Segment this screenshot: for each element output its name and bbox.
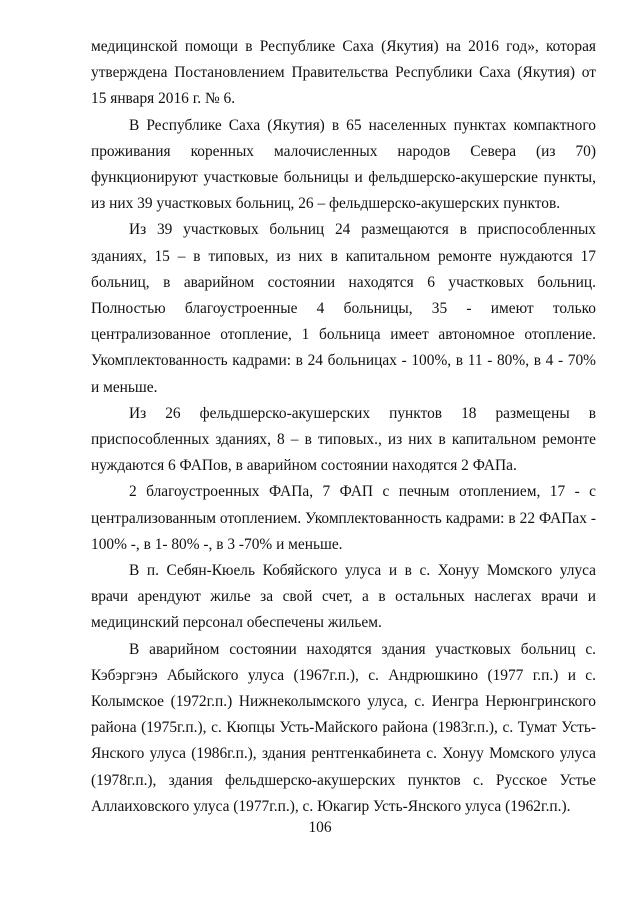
paragraph-heating-staffing: 2 благоустроенных ФАПа, 7 ФАП с печным отоплением, 17 - с централизованным отоплением. Укомплектованность кадрами: в 22 ФАПах - 100% -, в 1- 80% -, в 3 -70% и меньше.: [91, 483, 596, 553]
paragraph-feldsher-points: Из 26 фельдшерско-акушерских пунктов 18 размещены в приспособленных зданиях, 8 – в типовых., из них в капитальном ремонте нуждаются 6 ФАПов, в аварийном состоянии находятся 2 ФАПа.: [91, 404, 596, 475]
page-body: [91, 34, 596, 820]
page-number: 106: [308, 819, 332, 836]
paragraph-continuation: медицинской помощи в Республике Саха (Якутия) на 2016 год», которая утверждена Постановлением Правительства Республики Саха (Якутия) от 15 января 2016 г. № 6.: [91, 38, 596, 108]
paragraph-settlements: В Республике Саха (Якутия) в 65 населенных пунктах компактного проживания коренных малочисленных народов Севера (из 70) функционируют участковые больницы и фельдшерско-акушерские пункты, из них 39 участковых больниц, 26 – фельдшерско-акушерских пунктов.: [91, 116, 596, 213]
paragraph-emergency-buildings: В аварийном состоянии находятся здания участковых больниц с. Кэбэргэнэ Абыйского улуса (1967г.п.), с. Андрюшкино (1977 г.п.) и с. Колымское (1972г.п.) Нижнеколымского улуса, с. Иенгра Нерюнгринского района (1975г.п.), с. Кюпцы Усть-Майского района (1983г.п.), с. Тумат Усть-Янского улуса (1986г.п.), здания рентгенкабинета с. Хонуу Момского улуса (1978г.п.), здания фельдшерско-акушерских пунктов с. Русское Устье Аллаиховского улуса (1977г.п.), с. Юкагир Усть-Янского улуса (1962г.п.).: [91, 640, 596, 815]
paragraph-district-hospitals: Из 39 участковых больниц 24 размещаются в приспособленных зданиях, 15 – в типовых, из них в капитальном ремонте нуждаются 17 больниц, в аварийном состоянии находятся 6 участковых больниц. Полностью благоустроенные 4 больницы, 35 - имеют только централизованное отопление, 1 больница имеет автономное отопление. Укомплектованность кадрами: в 24 больницах - 100%, в 11 - 80%, в 4 - 70% и меньше.: [91, 221, 596, 396]
paragraph-housing: В п. Себян-Кюель Кобяйского улуса и в с. Хонуу Момского улуса врачи арендуют жилье за свой счет, а в остальных наслегах врачи и медицинский персонал обеспечены жильем.: [91, 562, 596, 632]
